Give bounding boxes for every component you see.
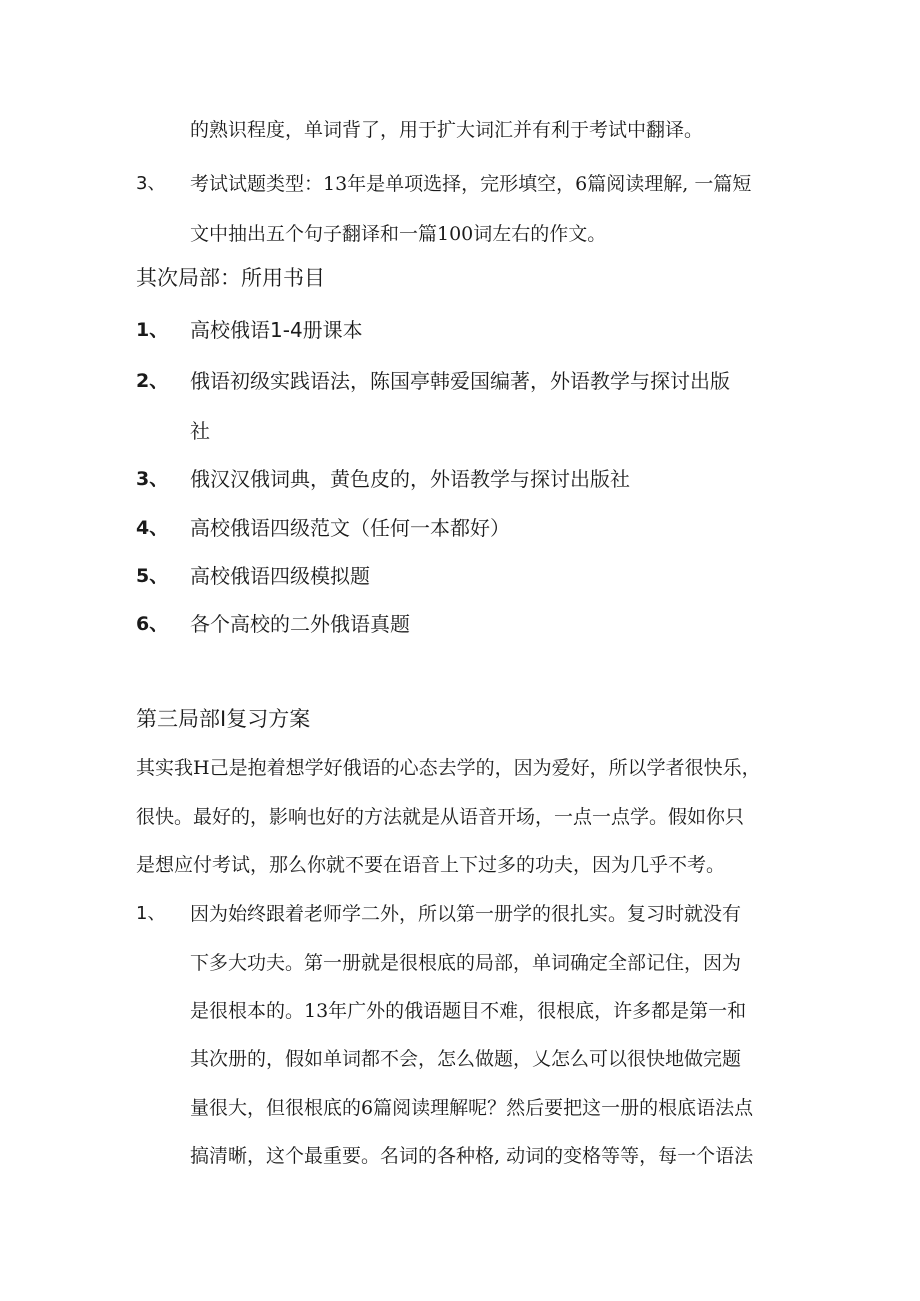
list-number: 1、 <box>136 319 169 341</box>
list-number: 1、 <box>136 903 166 924</box>
list-number: 4、 <box>136 517 169 539</box>
list-number: 6、 <box>136 613 169 635</box>
review-line-3: 是很根本的。13年广外的俄语题目不难，很根底，许多都是第一和 <box>190 1000 747 1022</box>
exam-types-line-2: 文中抽出五个句子翻译和一篇100词左右的作文。 <box>190 223 607 245</box>
review-line-5: 量很大，但很根底的6篇阅读理解呢？然后要把这一册的根底语法点 <box>190 1097 754 1119</box>
review-line-1: 因为始终跟着老师学二外，所以第一册学的很扎实。复习时就没有 <box>190 903 742 925</box>
book-item-2-line-1: 俄语初级实践语法，陈国亭韩爱国编著，外语教学与探讨出版 <box>190 369 730 393</box>
intro-line-1: 其实我H己是抱着想学好俄语的心态去学的，因为爱好，所以学者很快乐， <box>136 757 761 779</box>
book-item-4: 高校俄语四级范文（任何一本都好） <box>190 516 510 540</box>
book-item-6: 各个高校的二外俄语真题 <box>190 612 410 636</box>
section-heading-review: 第三局部I复习方案 <box>136 707 311 731</box>
book-item-5: 高校俄语四级模拟题 <box>190 564 370 588</box>
list-number: 5、 <box>136 565 169 587</box>
review-line-4: 其次册的，假如单词都不会，怎么做题，乂怎么可以很快地做完题 <box>190 1048 742 1070</box>
intro-line-3: 是想应付考试，那么你就不要在语音上下过多的功夫，因为几乎不考。 <box>136 854 726 876</box>
list-number: 3、 <box>136 173 166 194</box>
book-item-2-line-2: 社 <box>190 419 210 443</box>
book-item-3: 俄汉汉俄词典，黄色皮的，外语教学与探讨出版社 <box>190 467 630 491</box>
book-item-1: 高校俄语1-4册课本 <box>190 318 363 342</box>
list-number: 3、 <box>136 468 169 490</box>
intro-line-2: 很快。最好的，影响也好的方法就是从语音开场，一点一点学。假如你只 <box>136 806 745 828</box>
exam-types-line-1: 考试试题类型：13年是单项选择，完形填空，6篇阅读理解, 一篇短 <box>190 173 752 195</box>
review-line-2: 下多大功夫。第一册就是很根底的局部，单词确定全部记住，因为 <box>190 952 742 974</box>
list-number: 2、 <box>136 370 169 392</box>
section-heading-books: 其次局部：所用书目 <box>136 266 325 290</box>
review-line-6: 搞清晰，这个最重要。名词的各种格, 动词的变格等等，每一个语法 <box>190 1145 754 1167</box>
paragraph-continuation: 的熟识程度，单词背了，用于扩大词汇并有利于考试中翻译。 <box>190 119 704 141</box>
